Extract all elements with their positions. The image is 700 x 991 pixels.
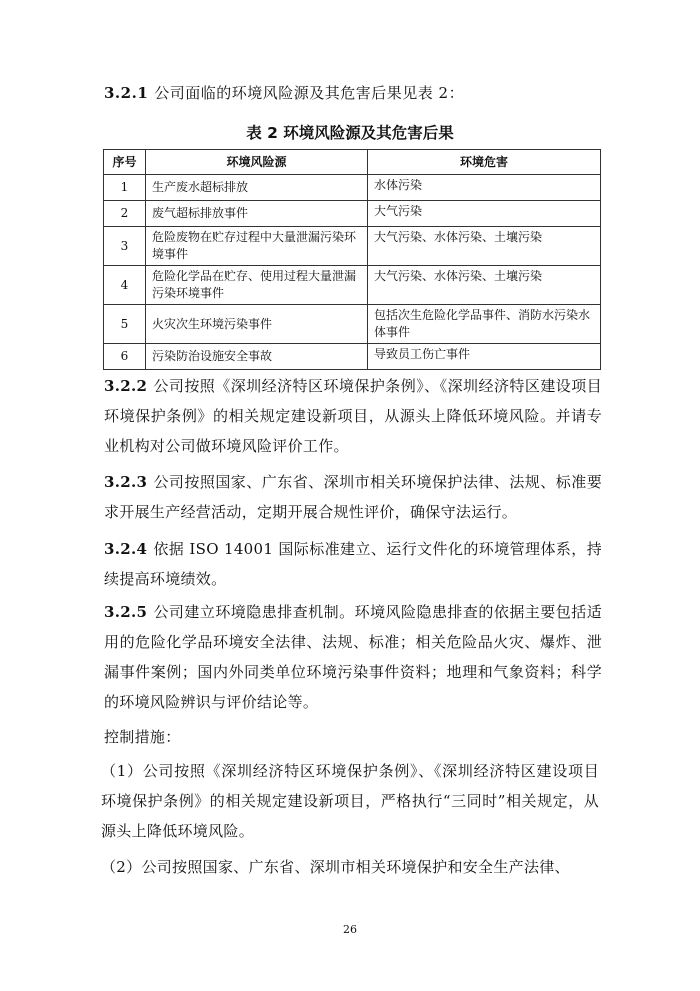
section-3-2-5 bbox=[104, 597, 602, 717]
cell-no: 6 bbox=[104, 344, 146, 370]
section-text: 依据 ISO 14001 国际标准建立、运行文件化的环境管理体系，持续提高环境绩效。 bbox=[104, 540, 602, 588]
header-no: 序号 bbox=[104, 150, 146, 175]
cell-source: 废气超标排放事件 bbox=[146, 201, 368, 227]
cell-harm: 包括次生危险化学品事件、消防水污染水体事件 bbox=[368, 305, 601, 344]
section-number: 3.2.3 bbox=[104, 473, 148, 491]
cell-no: 2 bbox=[104, 201, 146, 227]
cell-harm: 大气污染 bbox=[368, 201, 601, 227]
cell-no: 5 bbox=[104, 305, 146, 344]
cell-source: 危险化学品在贮存、使用过程大量泄漏污染环境事件 bbox=[146, 266, 368, 305]
table-row bbox=[104, 201, 601, 227]
header-harm: 环境危害 bbox=[368, 150, 601, 175]
control-measures-heading: 控制措施： bbox=[104, 728, 181, 746]
table-header-row bbox=[104, 150, 601, 175]
section-3-2-1 bbox=[104, 82, 464, 103]
table-row bbox=[104, 175, 601, 201]
section-number: 3.2.2 bbox=[104, 377, 148, 395]
section-number: 3.2.5 bbox=[104, 603, 148, 621]
cell-harm: 大气污染、水体污染、土壤污染 bbox=[368, 227, 601, 266]
cell-no: 3 bbox=[104, 227, 146, 266]
section-number: 3.2.1 bbox=[104, 84, 149, 102]
cell-harm: 大气污染、水体污染、土壤污染 bbox=[368, 266, 601, 305]
cell-harm: 水体污染 bbox=[368, 175, 601, 201]
table-row bbox=[104, 266, 601, 305]
section-3-2-2 bbox=[104, 371, 602, 461]
table-caption: 表 2 环境风险源及其危害后果 bbox=[246, 124, 454, 142]
section-text: 公司面临的环境风险源及其危害后果见表 2： bbox=[154, 84, 465, 102]
cell-no: 1 bbox=[104, 175, 146, 201]
control-measure-1: （1）公司按照《深圳经济特区环境保护条例》、《深圳经济特区建设项目环境保护条例》的相关规定建设新项目，严格执行“三同时”相关规定，从源头上降低环境风险。 bbox=[101, 762, 599, 840]
section-number: 3.2.4 bbox=[104, 540, 148, 558]
section-3-2-4 bbox=[104, 534, 602, 594]
page-number: 26 bbox=[343, 923, 357, 936]
cell-source: 生产废水超标排放 bbox=[146, 175, 368, 201]
header-source: 环境风险源 bbox=[146, 150, 368, 175]
section-3-2-3 bbox=[104, 467, 602, 527]
cell-source: 危险废物在贮存过程中大量泄漏污染环境事件 bbox=[146, 227, 368, 266]
cell-no: 4 bbox=[104, 266, 146, 305]
table-row bbox=[104, 305, 601, 344]
section-text: 公司按照《深圳经济特区环境保护条例》、《深圳经济特区建设项目环境保护条例》的相关规定建设新项目，从源头上降低环境风险。并请专业机构对公司做环境风险评价工作。 bbox=[104, 377, 602, 455]
control-measure-2: （2）公司按照国家、广东省、深圳市相关环境保护和安全生产法律、 bbox=[101, 858, 570, 876]
cell-source: 污染防治设施安全事故 bbox=[146, 344, 368, 370]
cell-harm: 导致员工伤亡事件 bbox=[368, 344, 601, 370]
cell-source: 火灾次生环境污染事件 bbox=[146, 305, 368, 344]
section-text: 公司按照国家、广东省、深圳市相关环境保护法律、法规、标准要求开展生产经营活动，定期开展合规性评价，确保守法运行。 bbox=[104, 473, 602, 521]
table-row bbox=[104, 344, 601, 370]
risk-source-table bbox=[103, 149, 601, 370]
table-row bbox=[104, 227, 601, 266]
section-text: 公司建立环境隐患排查机制。环境风险隐患排查的依据主要包括适用的危险化学品环境安全法律、法规、标准；相关危险品火灾、爆炸、泄漏事件案例；国内外同类单位环境污染事件资料；地理和气象资料；科学的环境风险辨识与评价结论等。 bbox=[104, 603, 602, 711]
